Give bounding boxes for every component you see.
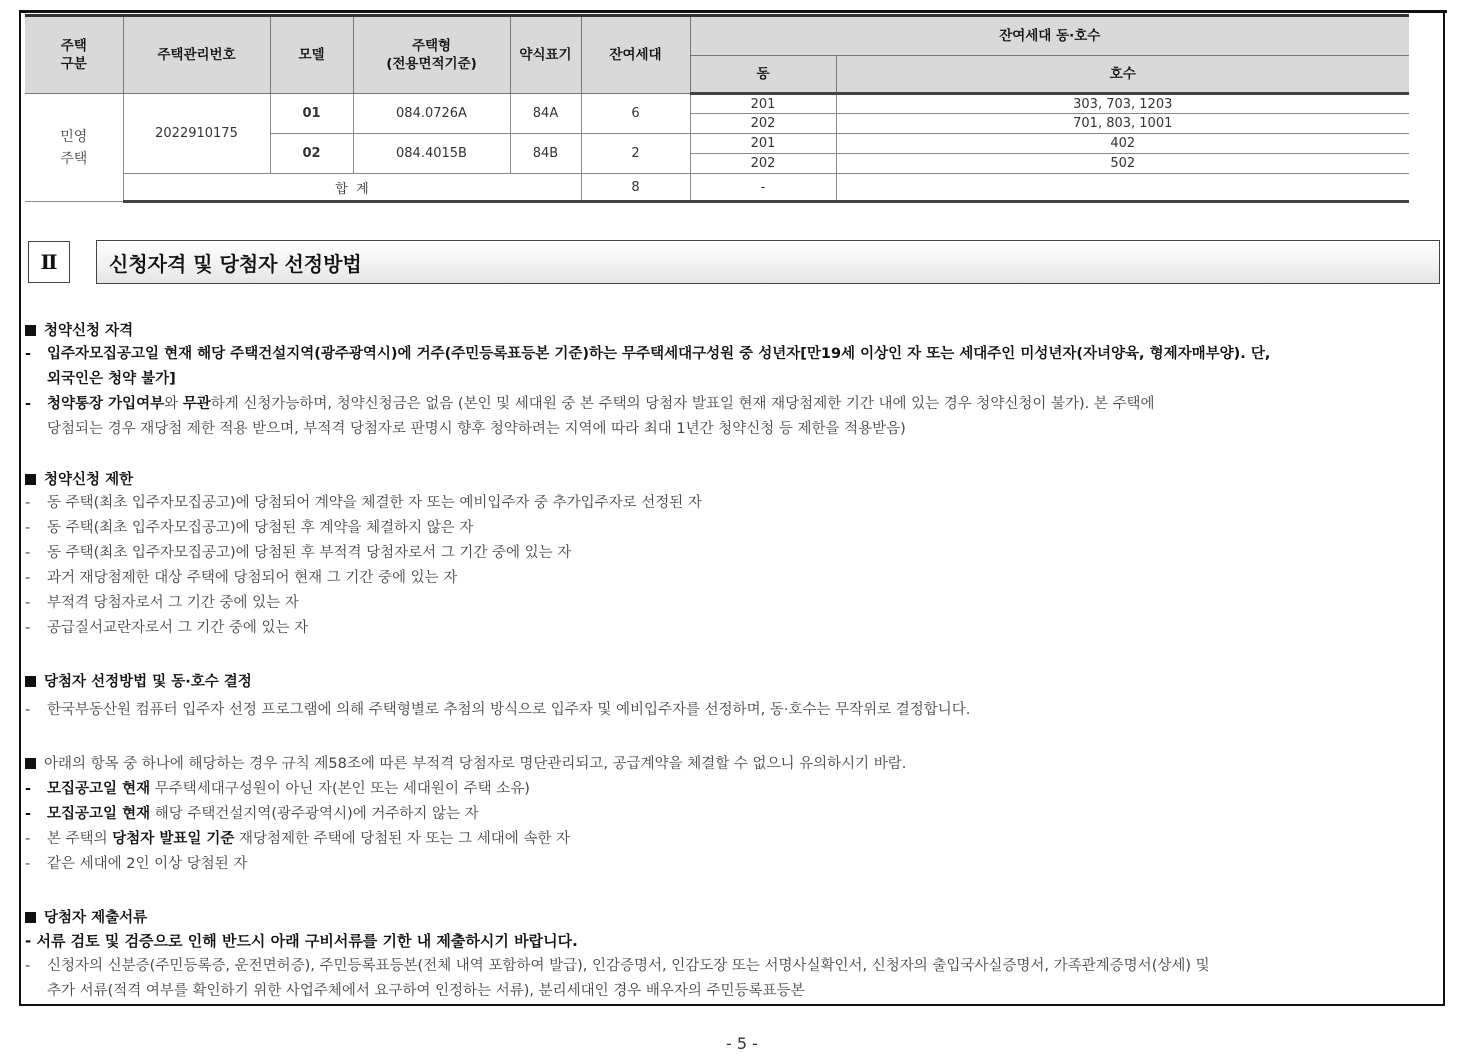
- restriction-item: - 동 주택(최초 입주자모집공고)에 당첨되어 계약을 체결한 자 또는 예비입주자 중 추가입주자로 선정된 자: [25, 495, 702, 511]
- selection-heading: 당첨자 선정방법 및 동·호수 결정: [25, 671, 1435, 693]
- restriction-item: - 동 주택(최초 입주자모집공고)에 당첨된 후 부적격 당첨자로서 그 기간 중에 있는 자: [25, 545, 572, 561]
- header-unit-no: 호수: [836, 56, 1409, 94]
- qualification-line2-cont: 당첨되는 경우 재당첨 제한 적용 받으며, 부적격 당첨자로 판명시 향후 청약하려는 지역에 따라 최대 1년간 청약신청 등 제한을 적용받음): [47, 421, 906, 437]
- header-building: 동: [690, 56, 836, 94]
- ineligible-block: [25, 752, 1435, 877]
- cell-total-units: [836, 174, 1409, 202]
- cell-housing-type: 민영 주택: [25, 94, 123, 202]
- selection-block: [25, 671, 1435, 723]
- qualification-block: [25, 320, 1435, 442]
- header-model: 모델: [270, 16, 353, 94]
- cell-units: 402: [836, 134, 1409, 154]
- documents-heading: 당첨자 제출서류: [25, 907, 1435, 929]
- cell-management-no: 2022910175: [123, 94, 270, 174]
- cell-abbr-01: 84A: [510, 94, 581, 134]
- cell-units: 502: [836, 154, 1409, 174]
- selection-line: - 한국부동산원 컴퓨터 입주자 선정 프로그램에 의해 주택형별로 추첨의 방식으로 입주자 및 예비입주자를 선정하며, 동·호수는 무작위로 결정합니다.: [25, 702, 971, 718]
- bullet-square-icon: [25, 758, 36, 769]
- documents-block: [25, 907, 1435, 1004]
- cell-model-01: 01: [270, 94, 353, 134]
- section-title: 신청자격 및 당첨자 선정방법: [96, 240, 1440, 284]
- cell-abbr-02: 84B: [510, 134, 581, 174]
- restriction-item: - 동 주택(최초 입주자모집공고)에 당첨된 후 계약을 체결하지 않은 자: [25, 520, 474, 536]
- header-remaining: 잔여세대: [581, 16, 690, 94]
- bullet-square-icon: [25, 474, 36, 485]
- ineligible-item: - 본 주택의 당첨자 발표일 기준 재당첨제한 주택에 당첨된 자 또는 그 세대에 속한 자: [25, 831, 571, 847]
- restriction-block: [25, 469, 1435, 641]
- bullet-square-icon: [25, 676, 36, 687]
- documents-notice: - 서류 검토 및 검증으로 인해 반드시 아래 구비서류를 기한 내 제출하시기 바랍니다.: [25, 932, 578, 950]
- page-number: - 5 -: [726, 1034, 758, 1053]
- cell-total-building: -: [690, 174, 836, 202]
- cell-building: 201: [690, 94, 836, 114]
- qualification-heading: 청약신청 자격: [25, 320, 1435, 342]
- cell-remaining-02: 2: [581, 134, 690, 174]
- header-management-no: 주택관리번호: [123, 16, 270, 94]
- qualification-line1-cont: 외국인은 청약 불가]: [47, 371, 176, 387]
- cell-units: 701, 803, 1001: [836, 114, 1409, 134]
- qualification-line1: - 입주자모집공고일 현재 해당 주택건설지역(광주광역시)에 거주(주민등록표등본 기준)하는 무주택세대구성원 중 성년자[만19세 이상인 자 또는 세대주인 미성년자(자녀양육, 형제자매부양). 단,: [25, 346, 1271, 362]
- cell-total-label: 합 계: [123, 174, 581, 202]
- restriction-item: - 과거 재당첨제한 대상 주택에 당첨되어 현재 그 기간 중에 있는 자: [25, 570, 458, 586]
- ineligible-item: - 모집공고일 현재 무주택세대구성원이 아닌 자(본인 또는 세대원이 주택 소유): [25, 781, 530, 797]
- header-housing-size-main: 주택형: [411, 38, 452, 54]
- restriction-item: - 부적격 당첨자로서 그 기간 중에 있는 자: [25, 595, 299, 611]
- cell-size-02: 084.4015B: [353, 134, 510, 174]
- header-housing-size-sub: (전용면적기준): [386, 56, 477, 72]
- section-number: Ⅱ: [28, 241, 70, 283]
- cell-model-02: 02: [270, 134, 353, 174]
- cell-building: 202: [690, 154, 836, 174]
- documents-line: - 신청자의 신분증(주민등록증, 운전면허증), 주민등록표등본(전체 내역 포함하여 발급), 인감증명서, 인감도장 또는 서명사실확인서, 신청자의 출입국사실증명서, 가족관계증명서(상세) 및: [25, 958, 1210, 974]
- cell-size-01: 084.0726A: [353, 94, 510, 134]
- ineligible-item: - 모집공고일 현재 해당 주택건설지역(광주광역시)에 거주하지 않는 자: [25, 806, 479, 822]
- restriction-heading: 청약신청 제한: [25, 469, 1435, 491]
- header-housing-type: 주택 구분: [25, 16, 123, 94]
- header-remaining-units: 잔여세대 동·호수: [690, 16, 1409, 56]
- cell-units: 303, 703, 1203: [836, 94, 1409, 114]
- header-abbr: 약식표기: [510, 16, 581, 94]
- cell-total-value: 8: [581, 174, 690, 202]
- cell-building: 202: [690, 114, 836, 134]
- restriction-item: - 공급질서교란자로서 그 기간 중에 있는 자: [25, 620, 309, 636]
- documents-line-cont: 추가 서류(적격 여부를 확인하기 위한 사업주체에서 요구하여 인정하는 서류), 분리세대인 경우 배우자의 주민등록표등본: [47, 983, 805, 999]
- header-housing-size: [353, 16, 510, 94]
- ineligible-heading: 아래의 항목 중 하나에 해당하는 경우 규칙 제58조에 따른 부적격 당첨자로 명단관리되고, 공급계약을 체결할 수 없으니 유의하시기 바람.: [25, 752, 1435, 777]
- cell-remaining-01: 6: [581, 94, 690, 134]
- qualification-line2: - 청약통장 가입여부와 무관하게 신청가능하며, 청약신청금은 없음 (본인 및 세대원 중 본 주택의 당첨자 발표일 현재 재당첨제한 기간 내에 있는 경우 청약신청이 불가). 본 주택에: [25, 396, 1155, 412]
- bullet-square-icon: [25, 325, 36, 336]
- remaining-units-table: [25, 14, 1409, 203]
- bullet-square-icon: [25, 912, 36, 923]
- cell-building: 201: [690, 134, 836, 154]
- ineligible-item: - 같은 세대에 2인 이상 당첨된 자: [25, 856, 248, 872]
